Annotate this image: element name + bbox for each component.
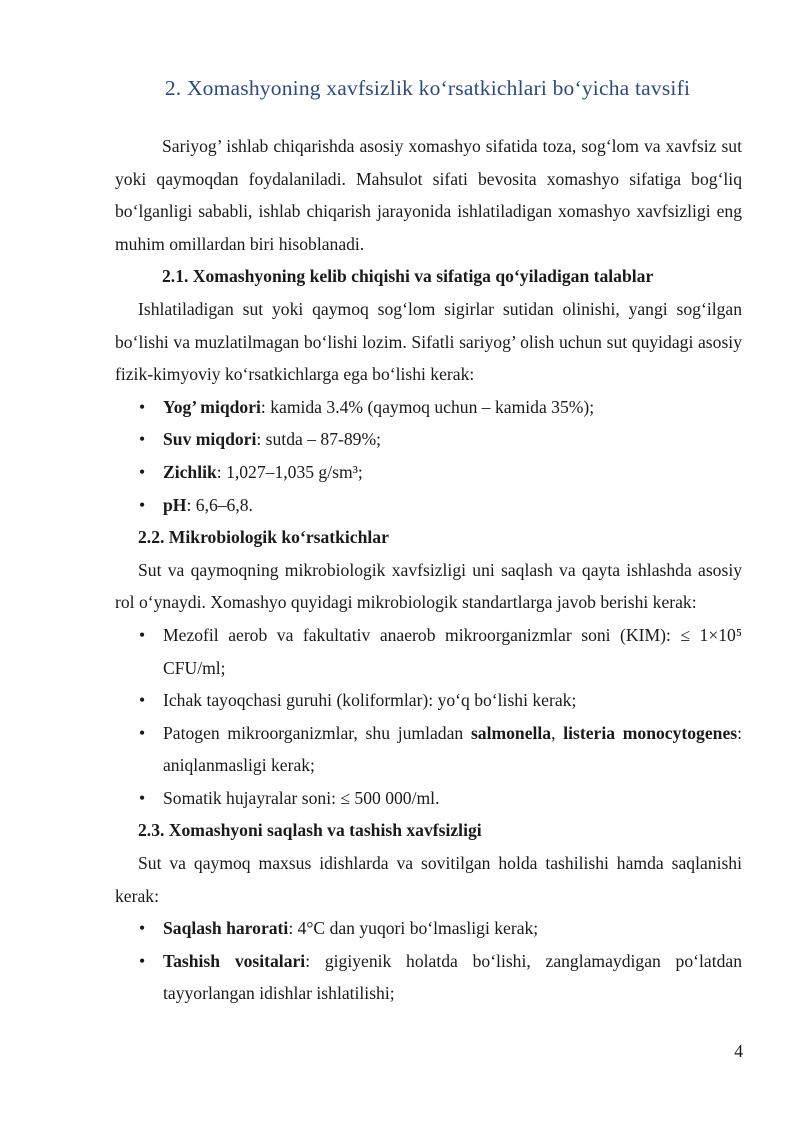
list-item-text: : 4°C dan yuqori bo‘lmasligi kerak; bbox=[288, 918, 539, 939]
list-item-term: pH bbox=[163, 494, 187, 515]
list-item-term: Suv miqdori bbox=[163, 429, 257, 450]
storage-list bbox=[115, 912, 742, 1010]
physchem-list bbox=[115, 391, 742, 521]
subsection-title-2-2: 2.2. Mikrobiologik ko‘rsatkichlar bbox=[138, 527, 389, 548]
page-content bbox=[115, 130, 742, 1010]
list-item bbox=[115, 423, 742, 456]
list-item-text: : aniqlanmasligi kerak; bbox=[163, 722, 742, 776]
list-item-text: : kamida 3.4% (qaymoq uchun – kamida 35%); bbox=[260, 396, 595, 417]
paragraph-2-2: Sut va qaymoqning mikrobiologik xavfsizligi uni saqlash va qayta ishlashda asosiy rol o‘ynaydi. Xomashyo quyidagi mikrobiologik standartlarga javob berishi kerak: bbox=[115, 559, 742, 613]
page-number: 4 bbox=[734, 1041, 743, 1061]
section-heading: 2. Xomashyoning xavfsizlik ko‘rsatkichlari bo‘yicha tavsifi bbox=[164, 76, 691, 100]
list-item-term: listeria monocytogenes bbox=[563, 722, 738, 743]
subsection-title-2-1: 2.1. Xomashyoning kelib chiqishi va sifatiga qo‘yiladigan talablar bbox=[162, 266, 654, 287]
list-item bbox=[115, 912, 742, 945]
paragraph-2-3: Sut va qaymoq maxsus idishlarda va sovitilgan holda tashilishi hamda saqlanishi kerak: bbox=[115, 853, 742, 906]
list-item bbox=[115, 391, 742, 424]
list-item: • Somatik hujayralar soni: ≤ 500 000/ml. bbox=[115, 782, 742, 815]
list-item-text: , bbox=[551, 722, 564, 743]
subsection-title-2-3: 2.3. Xomashyoni saqlash va tashish xavfsizligi bbox=[138, 820, 482, 841]
paragraph-2-1: Ishlatiladigan sut yoki qaymoq sog‘lom sigirlar sutidan olinishi, yangi sog‘ilgan bo‘lishi va muzlatilmagan bo‘lishi lozim. Sifatli sariyog’ olish uchun sut quyidagi asosiy fizik-kimyoviy ko‘rsatkichlarga ega bo‘lishi kerak: bbox=[115, 298, 742, 385]
list-item-text: Patogen mikroorganizmlar, shu jumladan bbox=[163, 722, 471, 743]
list-item bbox=[115, 945, 742, 1010]
list-item: • Mezofil aerob va fakultativ anaerob mikroorganizmlar soni (KIM): ≤ 1×10⁵ CFU/ml; bbox=[115, 619, 742, 684]
microbiology-list bbox=[115, 619, 742, 815]
list-item-term: Zichlik bbox=[163, 461, 217, 482]
list-item bbox=[115, 489, 742, 522]
list-item-term: salmonella bbox=[470, 722, 552, 743]
list-item-term: Tashish vositalari bbox=[163, 950, 306, 971]
list-item bbox=[115, 456, 742, 489]
list-item bbox=[115, 717, 742, 782]
intro-paragraph: Sariyog’ ishlab chiqarishda asosiy xomashyo sifatida toza, sog‘lom va xavfsiz sut yoki qaymoqdan foydalaniladi. Mahsulot sifati bevosita xomashyo sifatiga bog‘liq bo‘lganligi sababli, ishlab chiqarish jarayonida ishlatiladigan xomashyo xavfsizligi eng muhim omillardan biri hisoblanadi. bbox=[115, 136, 742, 254]
list-item: • Ichak tayoqchasi guruhi (koliformlar): yo‘q bo‘lishi kerak; bbox=[115, 684, 742, 717]
list-item-text: : 6,6–6,8. bbox=[186, 494, 253, 515]
list-item-term: Saqlash harorati bbox=[163, 918, 289, 939]
list-item-text: : sutda – 87-89%; bbox=[256, 429, 381, 450]
list-item-term: Yog’ miqdori bbox=[163, 396, 261, 417]
list-item-text: : gigiyenik holatda bo‘lishi, zanglamaydigan po‘latdan tayyorlangan idishlar ishlatilishi; bbox=[163, 950, 742, 1004]
list-item-text: : 1,027–1,035 g/sm³; bbox=[216, 461, 363, 482]
